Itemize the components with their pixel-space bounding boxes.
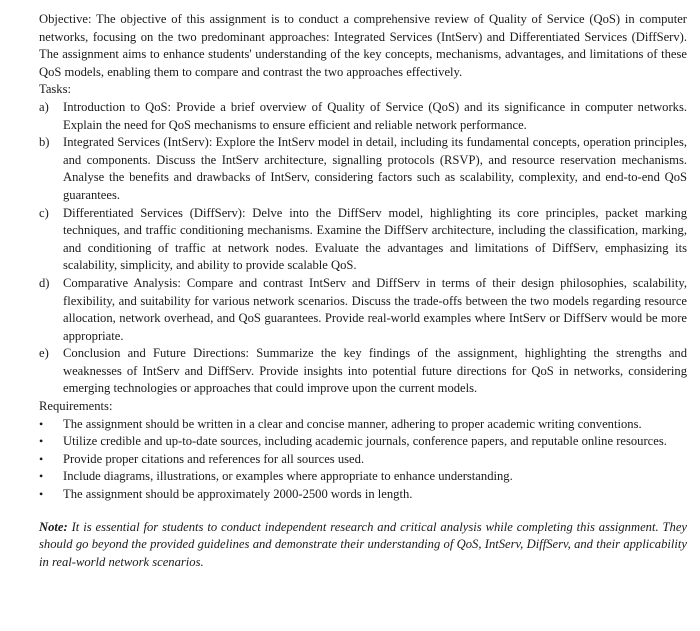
task-text: Comparative Analysis: Compare and contrast IntServ and DiffServ in terms of their design philosophies, scalability, flexibility, and suitability for various network scenarios. Discuss the trade-offs between the two models regarding resource allocation, network overhead, and QoS guarantees. Provide real-world examples where IntServ or DiffServ would be more appropriate. — [63, 275, 687, 343]
task-text: Differentiated Services (DiffServ): Delve into the DiffServ model, highlighting its core principles, packet marking techniques, and traffic conditioning mechanisms. Examine the DiffServ architecture, including the classification, marking, and conditioning of traffic at network nodes. Evaluate the advantages and limitations of DiffServ, emphasizing its scalability, simplicity, and ability to provide scalable QoS. — [63, 205, 687, 273]
task-marker: c) — [39, 205, 49, 220]
task-marker: a) — [39, 99, 49, 114]
bullet-icon: • — [39, 469, 44, 484]
note-label: Note: — [39, 519, 68, 534]
task-item — [39, 134, 687, 204]
tasks-heading: Tasks: — [39, 82, 72, 97]
requirement-text: Include diagrams, illustrations, or examples where appropriate to enhance understanding. — [63, 469, 513, 484]
task-text: Introduction to QoS: Provide a brief overview of Quality of Service (QoS) and its significance in computer networks. Explain the need for QoS mechanisms to ensure efficient and reliable network performance. — [63, 99, 687, 132]
task-item — [39, 345, 687, 398]
requirement-item — [39, 416, 687, 434]
requirement-item — [39, 486, 687, 504]
task-item — [39, 205, 687, 275]
task-marker: e) — [39, 346, 49, 361]
bullet-icon: • — [39, 487, 44, 502]
requirement-text: The assignment should be written in a clear and concise manner, adhering to proper academic writing conventions. — [63, 416, 642, 431]
requirement-item — [39, 468, 687, 486]
requirement-text: Utilize credible and up-to-date sources, including academic journals, conference papers, and reputable online resources. — [63, 434, 667, 449]
requirement-text: Provide proper citations and references for all sources used. — [63, 451, 365, 466]
requirement-item — [39, 433, 687, 451]
task-item — [39, 275, 687, 345]
bullet-icon: • — [39, 451, 44, 466]
requirements-list — [39, 416, 687, 504]
task-marker: d) — [39, 275, 50, 290]
tasks-list — [39, 99, 687, 398]
bullet-icon: • — [39, 434, 44, 449]
note-text: It is essential for students to conduct independent research and critical analysis while completing this assignment. They should go beyond the provided guidelines and demonstrate their understanding of QoS, IntServ, DiffServ, and their applicability in real-world network scenarios. — [39, 519, 687, 569]
objective-paragraph: Objective: The objective of this assignment is to conduct a comprehensive review of Quality of Service (QoS) in computer networks, focusing on the two predominant approaches: Integrated Services (IntServ) and Differentiated Services (DiffServ). The assignment aims to enhance students' understanding of the key concepts, mechanisms, advantages, and limitations of these QoS models, enabling them to compare and contrast the two approaches effectively. — [39, 12, 687, 79]
task-marker: b) — [39, 135, 50, 150]
requirement-text: The assignment should be approximately 2000-2500 words in length. — [63, 487, 413, 502]
task-text: Conclusion and Future Directions: Summarize the key findings of the assignment, highlighting the strengths and weaknesses of IntServ and DiffServ. Provide insights into potential future directions for QoS in networks, considering emerging technologies or approaches that could improve upon the current models. — [63, 346, 687, 396]
requirements-heading: Requirements: — [39, 399, 113, 414]
task-item — [39, 99, 687, 134]
task-text: Integrated Services (IntServ): Explore the IntServ model in detail, including its fundamental concepts, operation principles, and components. Discuss the IntServ architecture, signalling protocols (RSVP), and resource reservation mechanisms. Analyse the benefits and drawbacks of IntServ, considering factors such as scalability, complexity, and end-to-end QoS guarantees. — [63, 135, 687, 202]
requirement-item — [39, 451, 687, 469]
bullet-icon: • — [39, 416, 44, 431]
note-paragraph — [39, 519, 687, 572]
